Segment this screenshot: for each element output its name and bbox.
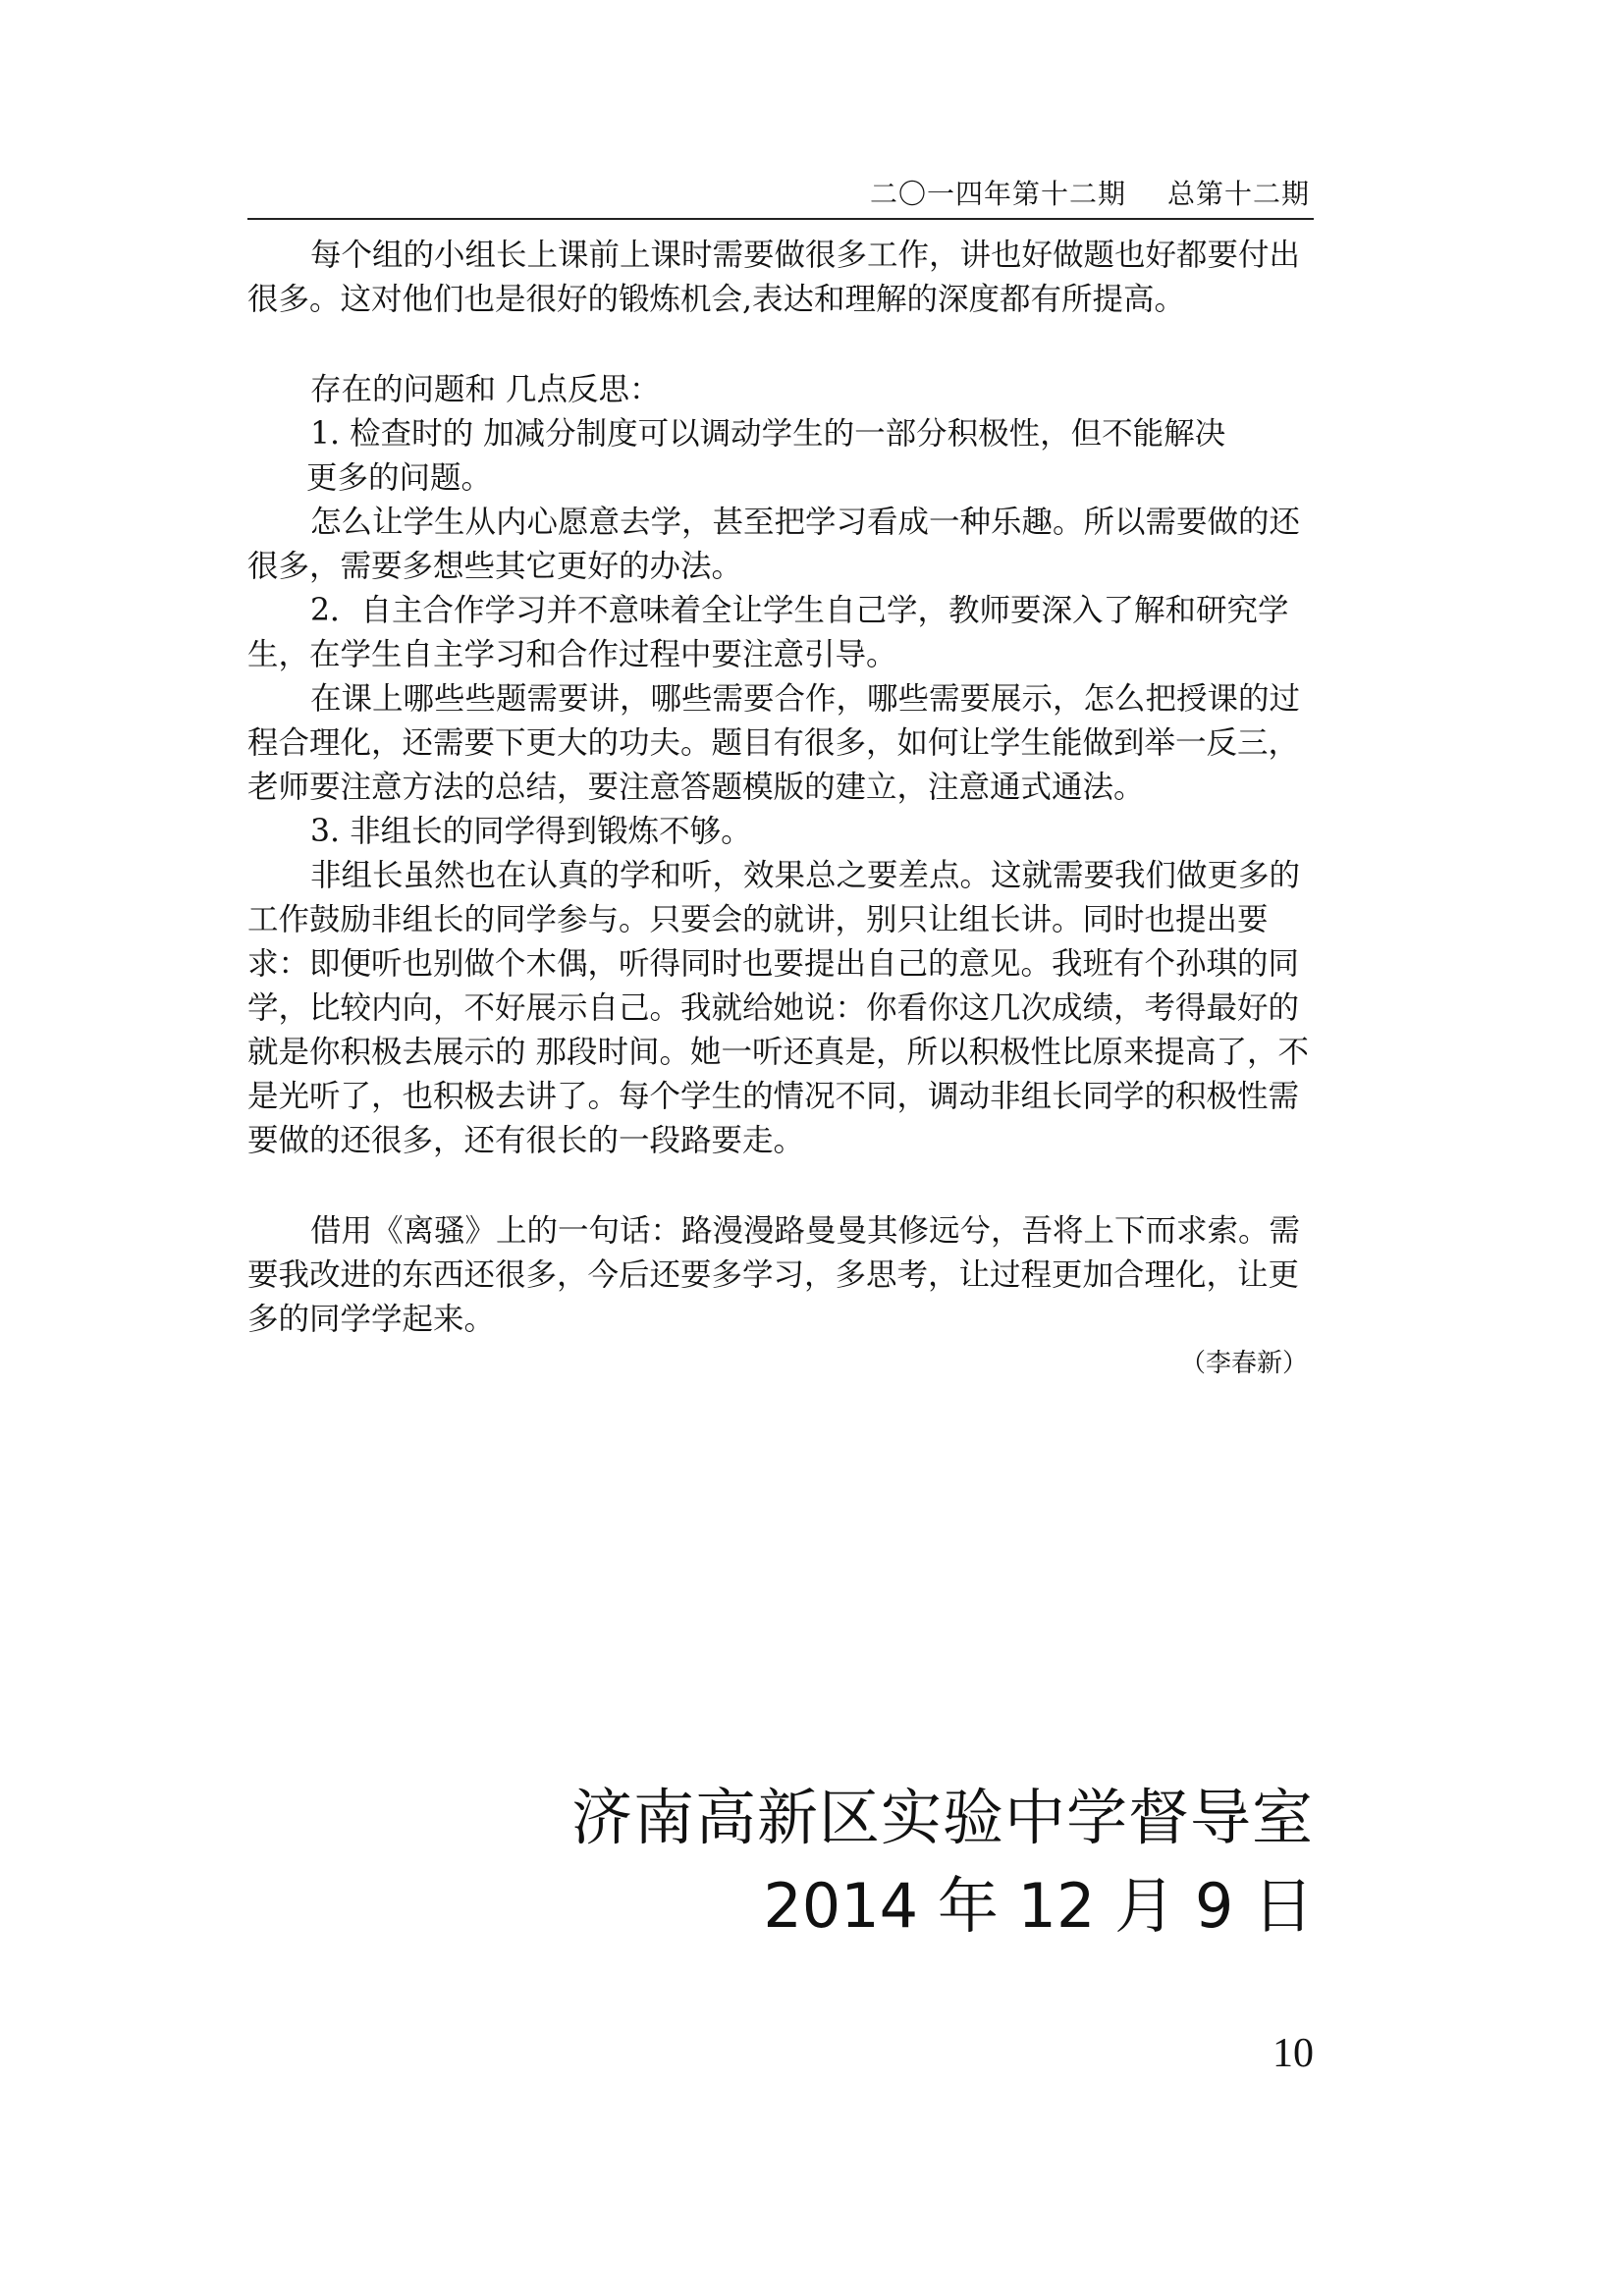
paragraph-spacer	[247, 322, 1314, 368]
article-body	[247, 234, 1314, 1386]
author-signature: （李春新）	[1179, 1349, 1308, 1378]
header-issue: 二〇一四年第十二期	[869, 178, 1126, 210]
footer-date: 2014 年 12 月 9 日	[763, 1870, 1314, 1942]
problem-item-3-body: 非组长虽然也在认真的学和听，效果总之要差点。这就需要我们做更多的工作鼓励非组长的同学参与。只要会的就讲，别只让组长讲。同时也提出要求：即便听也别做个木偶，听得同时也要提出自己的意见。我班有个孙琪的同学，比较内向，不好展示自己。我就给她说：你看你这几次成绩，考得最好的就是你积极去展示的 那段时间。她一听还真是，所以积极性比原来提高了，不是光听了，也积极去讲了。每个学生的情况不同，调动非组长同学的积极性需要做的还很多，还有很长的一段路要走。	[247, 858, 1310, 1158]
paragraph-group-leaders: 每个组的小组长上课前上课时需要做很多工作，讲也好做题也好都要付出很多。这对他们也是很好的锻炼机会,表达和理解的深度都有所提高。	[247, 238, 1301, 317]
problem-item-1-continued: 更多的问题。	[306, 460, 493, 496]
problems-heading: 存在的问题和 几点反思：	[310, 372, 661, 407]
closing-paragraph: 借用《离骚》上的一句话：路漫漫路曼曼其修远兮，吾将上下而求索。需要我改进的东西还很多，今后还要多学习，多思考，让过程更加合理化，让更多的同学学起来。	[247, 1213, 1301, 1337]
header-total-issue: 总第十二期	[1166, 178, 1310, 210]
header-issue-info	[870, 173, 1310, 212]
page-header	[247, 167, 1314, 220]
problem-item-1: 1. 检查时的 加减分制度可以调动学生的一部分积极性，但不能解决	[310, 416, 1226, 452]
problem-item-1-body: 怎么让学生从内心愿意去学，甚至把学习看成一种乐趣。所以需要做的还很多，需要多想些其它更好的办法。	[247, 505, 1301, 584]
problem-item-2-body: 在课上哪些些题需要讲，哪些需要合作，哪些需要展示，怎么把授课的过程合理化，还需要下更大的功夫。题目有很多，如何让学生能做到举一反三，老师要注意方法的总结，要注意答题模版的建立，注意通式通法。	[247, 681, 1301, 805]
problem-item-2: 2．自主合作学习并不意味着全让学生自己学，教师要深入了解和研究学生，在学生自主学习和合作过程中要注意引导。	[247, 593, 1289, 672]
footer-organization: 济南高新区实验中学督导室	[570, 1782, 1314, 1853]
problem-item-3: 3. 非组长的同学得到锻炼不够。	[310, 814, 752, 849]
paragraph-spacer	[247, 1163, 1314, 1209]
page-number: 10	[1272, 2031, 1314, 2076]
